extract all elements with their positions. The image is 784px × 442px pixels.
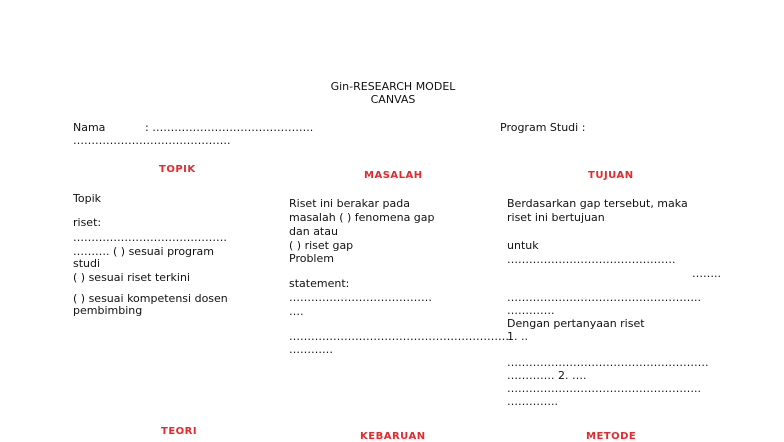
tujuan-line-8: Dengan pertanyaan riset	[507, 317, 645, 330]
tujuan-heading: TUJUAN	[588, 170, 634, 181]
nama-continuation: …………………………………….	[73, 134, 231, 147]
tujuan-line-2: riset ini bertujuan	[507, 211, 605, 224]
masalah-line-6: statement:	[289, 277, 350, 290]
program-studi-label: Program Studi :	[500, 121, 586, 134]
masalah-line-8: ….	[289, 305, 304, 318]
tujuan-line-11: …………. 2. ….	[507, 369, 587, 382]
masalah-line-5: Problem	[289, 252, 334, 265]
topik-line-1: Topik	[73, 192, 101, 205]
topik-line-7: ( ) sesuai kompetensi dosen	[73, 292, 228, 305]
document-title	[318, 80, 468, 106]
tujuan-line-9: 1. ..	[507, 330, 528, 343]
kebaruan-heading: KEBARUAN	[360, 431, 426, 442]
tujuan-line-7: ………….	[507, 304, 555, 317]
topik-line-3: ……………………………………	[73, 231, 227, 244]
masalah-line-3: dan atau	[289, 225, 338, 238]
nama-value: : ……………………………………..	[145, 121, 314, 134]
topik-line-4: ………. ( ) sesuai program	[73, 245, 215, 258]
masalah-line-9: ……………………………………………………	[289, 330, 509, 343]
topik-line-6: ( ) sesuai riset terkini	[73, 271, 191, 284]
tujuan-line-6: ……………………………………………..	[507, 291, 701, 304]
tujuan-line-1: Berdasarkan gap tersebut, maka	[507, 197, 688, 210]
topik-line-5: studi	[73, 257, 101, 270]
tujuan-line-4: ……………………………………….	[507, 253, 676, 266]
topik-heading: TOPIK	[159, 164, 196, 175]
tujuan-line-12: ……………………………………………..	[507, 382, 701, 395]
tujuan-line-3: untuk	[507, 239, 539, 252]
title-line-1: Gin-RESEARCH MODEL	[330, 80, 456, 93]
masalah-line-1: Riset ini berakar pada	[289, 197, 410, 210]
tujuan-line-10: ……………………………………………….	[507, 356, 709, 369]
masalah-line-7: …………………………………	[289, 291, 432, 304]
tujuan-line-13: …………..	[507, 395, 558, 408]
topik-line-8: pembimbing	[73, 304, 143, 317]
topik-line-2: riset:	[73, 216, 102, 229]
masalah-line-2: masalah ( ) fenomena gap	[289, 211, 435, 224]
tujuan-line-5: ……..	[692, 267, 721, 280]
masalah-line-10: …………	[289, 343, 333, 356]
title-line-2: CANVAS	[370, 93, 416, 106]
masalah-line-4: ( ) riset gap	[289, 239, 354, 252]
masalah-heading: MASALAH	[364, 170, 423, 181]
metode-heading: METODE	[586, 431, 637, 442]
teori-heading: TEORI	[161, 426, 198, 437]
nama-label: Nama	[73, 121, 106, 134]
